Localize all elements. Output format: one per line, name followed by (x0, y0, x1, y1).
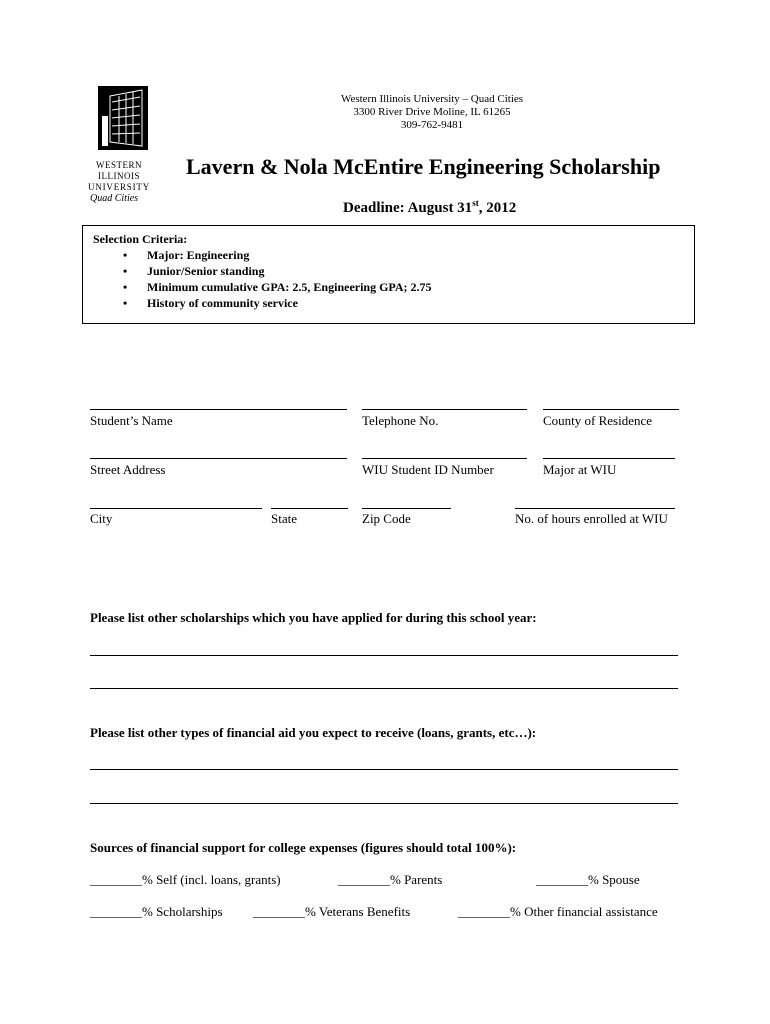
city-field[interactable] (90, 508, 262, 509)
scholarships-percent-field[interactable]: ________% Scholarships (90, 904, 223, 919)
telephone-label: Telephone No. (362, 413, 439, 428)
criteria-item (123, 263, 432, 279)
major-field[interactable] (543, 458, 675, 459)
county-field[interactable] (543, 409, 679, 410)
wiu-wordmark (88, 160, 150, 204)
selection-criteria-box (82, 225, 695, 324)
street-address-label: Street Address (90, 462, 166, 477)
criteria-heading: Selection Criteria: (93, 232, 188, 246)
student-id-label: WIU Student ID Number (362, 462, 494, 477)
major-label: Major at WIU (543, 462, 617, 477)
financial-aid-answer-line[interactable] (90, 769, 678, 770)
criteria-item-label: History of community service (147, 296, 298, 310)
bullet-icon: • (123, 248, 128, 262)
bullet-icon: • (123, 296, 128, 310)
criteria-item (123, 247, 432, 263)
sources-question: Sources of financial support for college expenses (figures should total 100%): (90, 840, 517, 855)
zip-label: Zip Code (362, 511, 411, 526)
telephone-field[interactable] (362, 409, 527, 410)
criteria-item-label: Minimum cumulative GPA: 2.5, Engineering GPA; 2.75 (147, 280, 432, 294)
students-name-label: Student’s Name (90, 413, 173, 428)
hours-enrolled-field[interactable] (515, 508, 675, 509)
state-label: State (271, 511, 297, 526)
other-scholarships-answer-line[interactable] (90, 688, 678, 689)
financial-aid-answer-line[interactable] (90, 803, 678, 804)
deadline-prefix: Deadline: August 31 (343, 200, 473, 216)
criteria-item (123, 295, 432, 311)
parents-percent-field[interactable]: ________% Parents (338, 872, 443, 887)
page-title: Lavern & Nola McEntire Engineering Scholarship (186, 154, 661, 179)
hours-enrolled-label: No. of hours enrolled at WIU (515, 511, 668, 526)
deadline-superscript: st (472, 198, 479, 208)
criteria-list (123, 247, 432, 311)
street-address-field[interactable] (90, 458, 347, 459)
student-id-field[interactable] (362, 458, 527, 459)
self-percent-field[interactable]: ________% Self (incl. loans, grants) (90, 872, 281, 887)
criteria-item-label: Major: Engineering (147, 248, 250, 262)
state-field[interactable] (271, 508, 348, 509)
logo-line-illinois: ILLINOIS (98, 171, 140, 181)
veterans-percent-field[interactable]: ________% Veterans Benefits (253, 904, 411, 919)
deadline (343, 198, 516, 217)
zip-field[interactable] (362, 508, 451, 509)
address-line-2: 3300 River Drive Moline, IL 61265 (353, 106, 511, 118)
logo-line-quad-cities: Quad Cities (90, 193, 139, 204)
university-address (300, 93, 564, 132)
bullet-icon: • (123, 280, 128, 294)
city-label: City (90, 511, 113, 526)
logo-line-western: WESTERN (96, 160, 142, 170)
financial-aid-question: Please list other types of financial aid you expect to receive (loans, grants, etc…): (90, 725, 537, 740)
deadline-suffix: , 2012 (478, 200, 517, 216)
criteria-item (123, 279, 432, 295)
other-scholarships-question: Please list other scholarships which you have applied for during this school year: (90, 610, 537, 625)
spouse-percent-field[interactable]: ________% Spouse (536, 872, 640, 887)
address-line-1: Western Illinois University – Quad Cities (340, 93, 524, 105)
students-name-field[interactable] (90, 409, 347, 410)
criteria-item-label: Junior/Senior standing (147, 264, 265, 278)
logo-line-university: UNIVERSITY (88, 182, 150, 192)
wiu-building-logo-icon (98, 86, 148, 150)
county-label: County of Residence (543, 413, 653, 428)
other-assistance-percent-field[interactable]: ________% Other financial assistance (458, 904, 658, 919)
bullet-icon: • (123, 264, 128, 278)
address-line-3: 309-762-9481 (400, 119, 464, 131)
other-scholarships-answer-line[interactable] (90, 655, 678, 656)
